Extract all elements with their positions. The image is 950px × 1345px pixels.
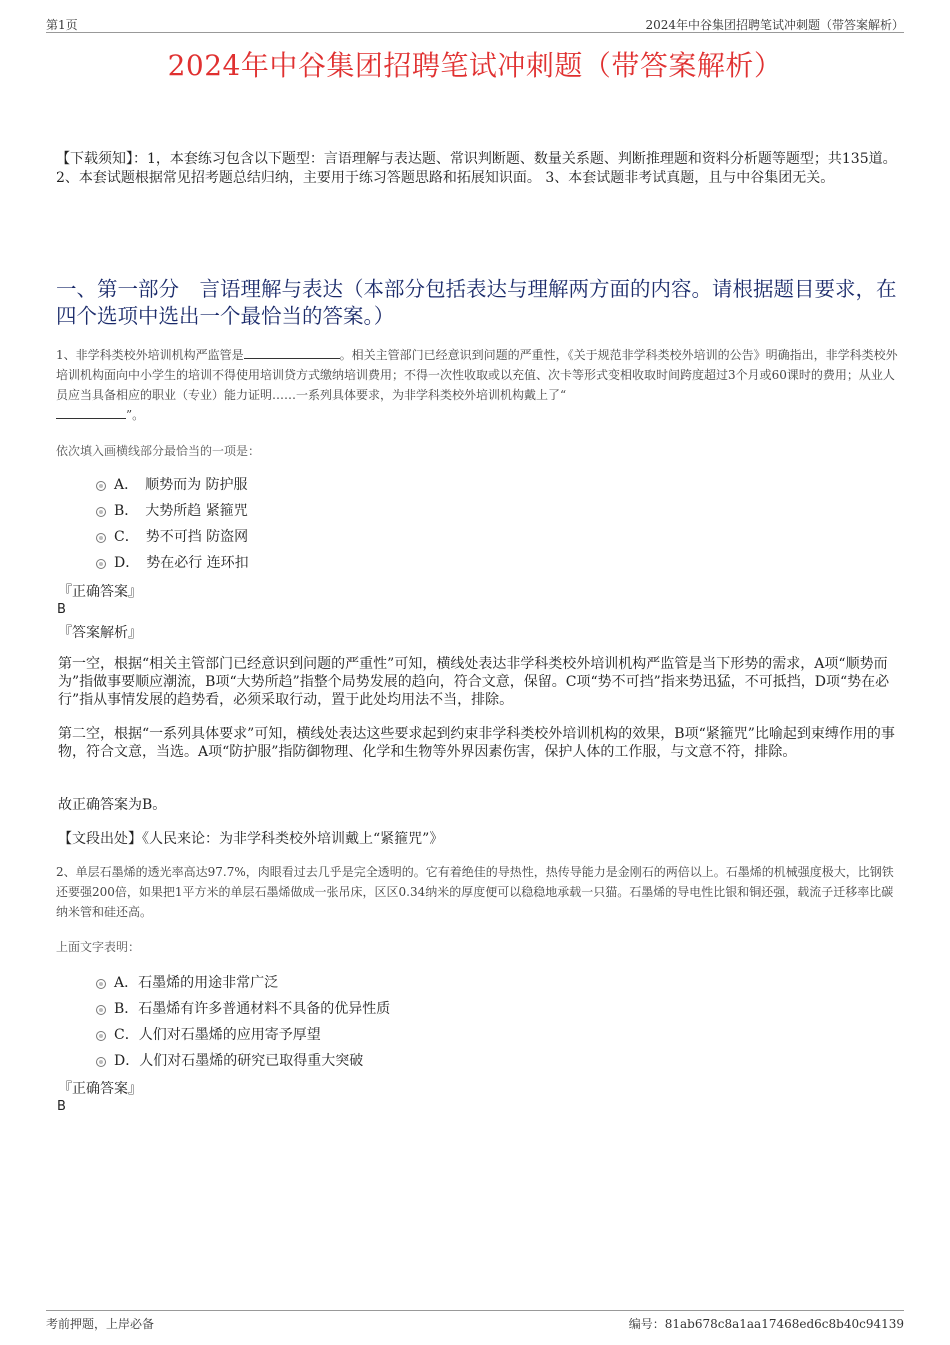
radio-icon[interactable]	[96, 1005, 106, 1015]
answer-value: B	[57, 1099, 66, 1114]
answer-value: B	[57, 602, 66, 617]
option-label: D． 势在必行 连环扣	[114, 555, 249, 571]
analysis-conclusion: 故正确答案为B。	[58, 797, 167, 813]
analysis-label: 『答案解析』	[58, 625, 142, 641]
radio-icon[interactable]	[96, 559, 106, 569]
question-1-text	[56, 345, 900, 425]
option-label: A．石墨烯的用途非常广泛	[114, 975, 279, 991]
question-1-prompt: 依次填入画横线部分最恰当的一项是：	[56, 444, 261, 458]
option-label: D．人们对石墨烯的研究已取得重大突破	[114, 1053, 364, 1069]
fill-blank-2	[56, 405, 126, 419]
answer-label: 『正确答案』	[58, 1081, 142, 1097]
footer-slogan: 考前押题，上岸必备	[46, 1317, 155, 1331]
page-header	[46, 14, 904, 33]
option-b[interactable]	[96, 998, 390, 1024]
option-label: C．人们对石墨烯的应用寄予厚望	[114, 1027, 321, 1043]
question-1-text-b: 。相关主管部门已经意识到问题的严重性，《关于规范非学科类校外培训的公告》明确指出，非学科类校外培训机构面向中小学生的培训不得使用培训贷方式缴纳培训费用；不得一次性收取或以充值、次卡等形式变相收取时间跨度超过3个月或60课时的费用；从业人员应当具备相应的职业（专业）能力证明……一系列具体要求，为非学科类校外培训机构戴上了“	[56, 348, 898, 402]
page-footer	[46, 1310, 904, 1335]
radio-icon[interactable]	[96, 481, 106, 491]
question-2-text: 2、单层石墨烯的透光率高达97.7%，肉眼看过去几乎是完全透明的。它有着绝佳的导热性，热传导能力是金刚石的两倍以上。石墨烯的机械强度极大，比钢铁还要强200倍，如果把1平方米的单层石墨烯做成一张吊床，区区0.34纳米的厚度便可以稳稳地承载一只猫。石墨烯的导电性比银和铜还强，载流子迁移率比碳纳米管和硅还高。	[56, 865, 894, 919]
option-label: B．石墨烯有许多普通材料不具备的优异性质	[114, 1001, 391, 1017]
option-a[interactable]	[96, 474, 249, 500]
radio-icon[interactable]	[96, 507, 106, 517]
option-label: B． 大势所趋 紧箍咒	[114, 503, 248, 519]
document-title: 2024年中谷集团招聘笔试冲刺题（带答案解析）	[167, 49, 783, 82]
option-c[interactable]	[96, 526, 249, 552]
option-d[interactable]	[96, 1050, 390, 1076]
question-1-options	[96, 474, 249, 578]
analysis-paragraph-2: 第二空，根据“一系列具体要求”可知，横线处表达这些要求起到约束非学科类校外培训机构的效果，B项“紧箍咒”比喻起到束缚作用的事物，符合文意，当选。A项“防护服”指防御物理、化学和生物等外界因素伤害，保护人体的工作服，与文意不符，排除。	[58, 726, 895, 760]
header-doc-title: 2024年中谷集团招聘笔试冲刺题（带答案解析）	[645, 18, 904, 32]
analysis-paragraph-1: 第一空，根据“相关主管部门已经意识到问题的严重性”可知，横线处表达非学科类校外培训机构严监管是当下形势的需求，A项“顺势而为”指做事要顺应潮流，B项“大势所趋”指整个局势发展的趋向，符合文意，保留。C项“势不可挡”指来势迅猛，不可抵挡，D项“势在必行”指从事情发展的趋势看，必须采取行动，置于此处均用法不当，排除。	[58, 656, 890, 708]
footer-serial: 编号：81ab678c8a1aa17468ed6c8b40c94139	[628, 1317, 904, 1331]
page-number: 第1页	[46, 18, 78, 32]
question-2-prompt: 上面文字表明：	[56, 940, 141, 954]
source-citation: 【文段出处】《人民来论：为非学科类校外培训戴上“紧箍咒”》	[58, 831, 444, 847]
option-a[interactable]	[96, 972, 390, 998]
radio-icon[interactable]	[96, 1031, 106, 1041]
option-c[interactable]	[96, 1024, 390, 1050]
option-label: C． 势不可挡 防盗网	[114, 529, 249, 545]
answer-label: 『正确答案』	[58, 584, 142, 600]
option-b[interactable]	[96, 500, 249, 526]
radio-icon[interactable]	[96, 979, 106, 989]
fill-blank-1	[244, 345, 340, 359]
option-label: A． 顺势而为 防护服	[114, 477, 248, 493]
question-1-text-c: ”。	[126, 408, 145, 422]
section-heading: 一、第一部分 言语理解与表达（本部分包括表达与理解两方面的内容。请根据题目要求，在四个选项中选出一个最恰当的答案。）	[56, 277, 897, 328]
radio-icon[interactable]	[96, 533, 106, 543]
option-d[interactable]	[96, 552, 249, 578]
radio-icon[interactable]	[96, 1057, 106, 1067]
question-2-options	[96, 972, 390, 1076]
question-1-text-a: 1、非学科类校外培训机构严监管是	[56, 348, 244, 362]
download-notice: 【下载须知】：1，本套练习包含以下题型：言语理解与表达题、常识判断题、数量关系题、判断推理题和资料分析题等题型；共135道。 2、本套试题根据常见招考题总结归纳，主要用于练习答题思路和拓展知识面。 3、本套试题非考试真题，且与中谷集团无关。	[56, 151, 897, 186]
